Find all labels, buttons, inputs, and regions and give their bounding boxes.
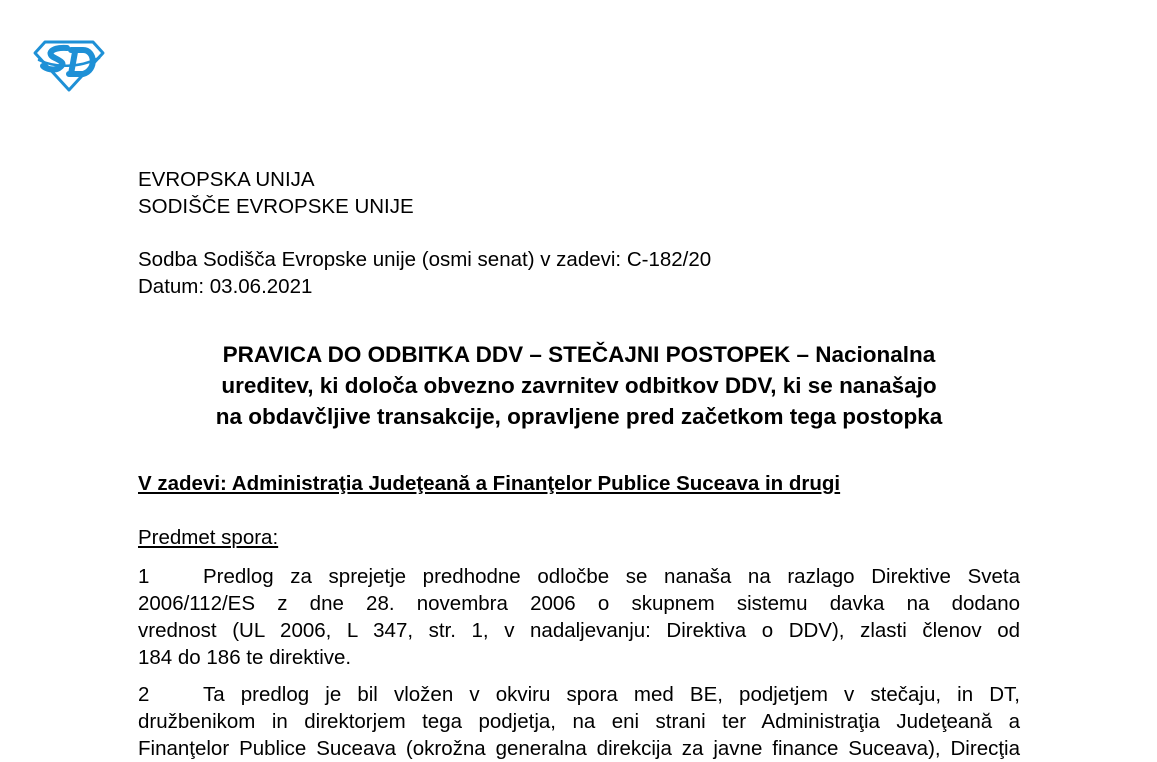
paragraph-2 [138, 681, 1020, 762]
title-line: PRAVICA DO ODBITKA DDV – STEČAJNI POSTOPEK – Nacionalna [222, 342, 936, 367]
paragraph-line: Finanţelor Publice Suceava (okrožna generalna direkcija za javne finance Suceava), Direcţia [138, 737, 1020, 760]
paragraph-number: 2 [138, 683, 150, 706]
paragraph-text: Predlog za sprejetje predhodne odločbe se nanaša na razlago Direktive Sveta [203, 565, 1020, 588]
subject-heading: Predmet spora: [138, 526, 279, 549]
case-parties: V zadevi: Administraţia Judeţeană a Finanţelor Publice Suceava in drugi [138, 472, 841, 495]
ius-software-logo [33, 38, 105, 92]
judgment-reference: Sodba Sodišča Evropske unije (osmi senat) v zadevi: C-182/20 [138, 248, 712, 271]
judgment-date: Datum: 03.06.2021 [138, 275, 313, 298]
paragraph-text: Ta predlog je bil vložen v okviru spora med BE, podjetjem v stečaju, in DT, [203, 683, 1020, 706]
paragraph-line [138, 563, 1020, 590]
union-name: EVROPSKA UNIJA [138, 168, 315, 191]
paragraph-line: 184 do 186 te direktive. [138, 646, 352, 669]
paragraph-line: 2006/112/ES z dne 28. novembra 2006 o skupnem sistemu davka na dodano [138, 592, 1020, 615]
title-line: ureditev, ki določa obvezno zavrnitev odbitkov DDV, ki se nanašajo [221, 373, 937, 398]
paragraph-line [138, 681, 1020, 708]
court-name: SODIŠČE EVROPSKE UNIJE [138, 195, 414, 218]
paragraph-1 [138, 563, 1020, 671]
paragraph-line: vrednost (UL 2006, L 347, str. 1, v nadaljevanju: Direktiva o DDV), zlasti členov od [138, 619, 1020, 642]
judgment-title [138, 339, 1020, 432]
paragraph-number: 1 [138, 565, 150, 588]
title-line: na obdavčljive transakcije, opravljene pred začetkom tega postopka [215, 404, 943, 429]
paragraph-line: družbenikom in direktorjem tega podjetja, na eni strani ter Administraţia Judeţeană a [138, 710, 1020, 733]
